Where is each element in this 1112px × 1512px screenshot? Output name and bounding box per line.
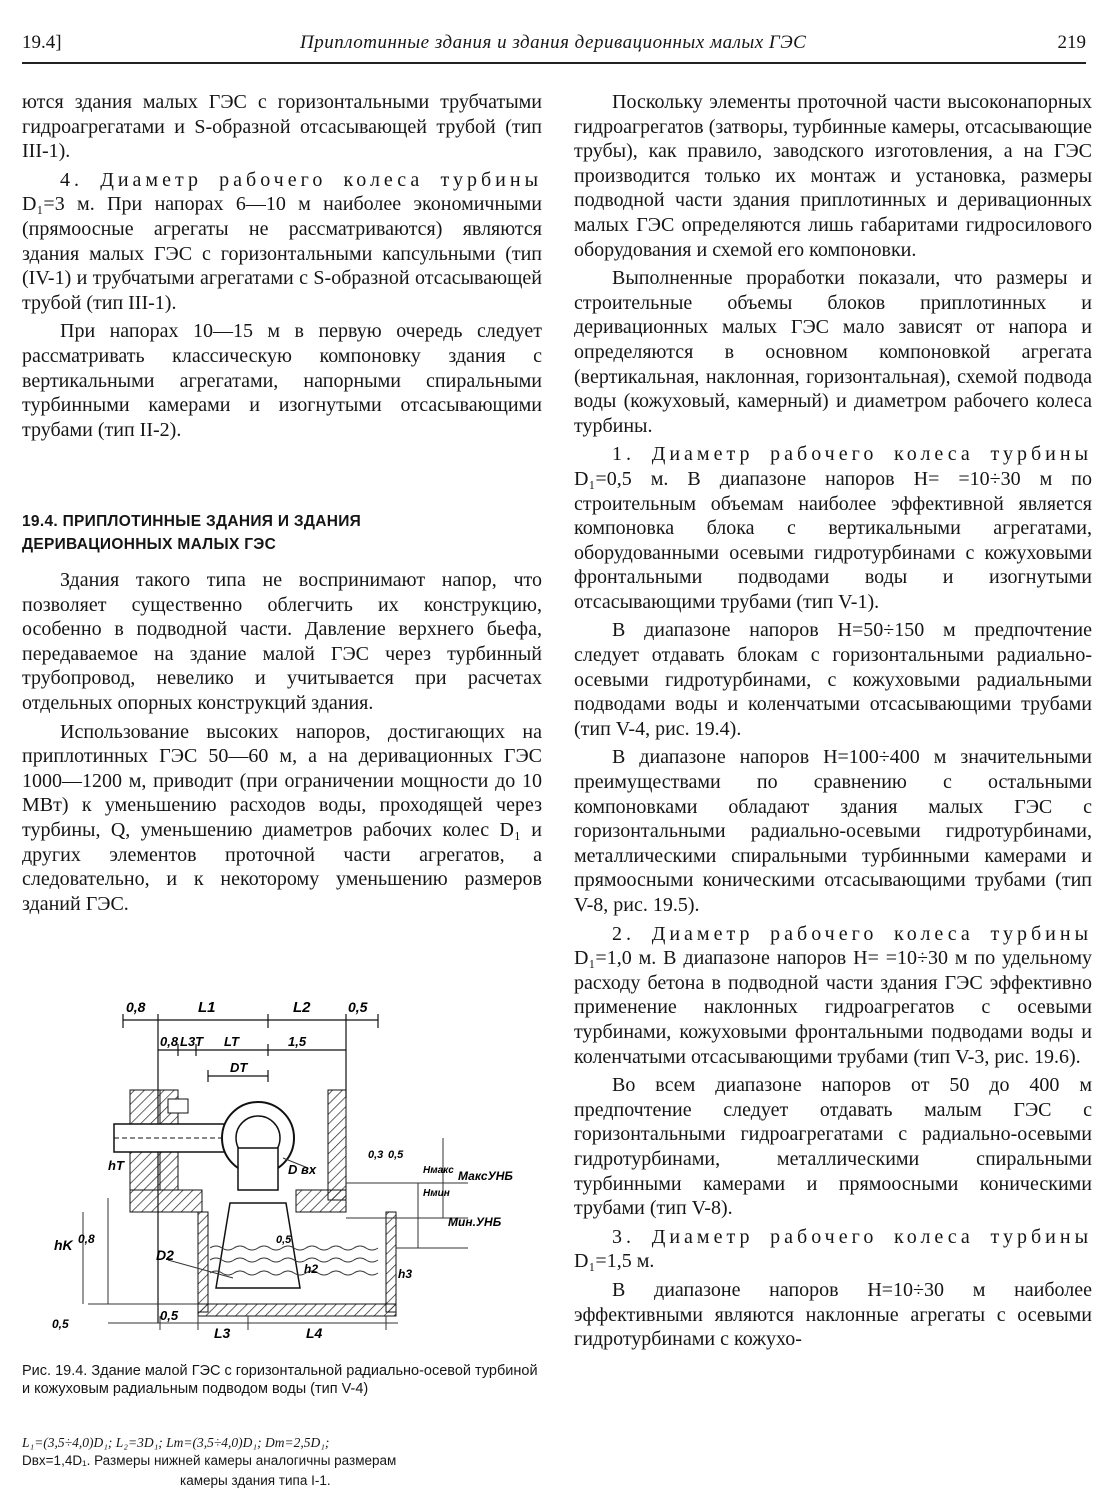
dim-label-h2: h2 bbox=[304, 1262, 319, 1276]
spaced-heading: 2. Диаметр рабочего колеса турбины bbox=[612, 922, 1092, 945]
running-header bbox=[22, 28, 1086, 64]
paragraph: ются здания малых ГЭС с горизонтальными трубчатыми гидроагрегатами и S-образной отсасывающей трубой (тип III-1). bbox=[22, 91, 542, 163]
left-column-top bbox=[22, 90, 542, 446]
dim-label-0-8: 0,8 bbox=[126, 999, 146, 1015]
paragraph: Здания такого типа не воспринимают напор, что позволяет существенно облегчить их конструкцию, особенно в подводной части. Давление верхнего бьефа, передаваемое на здание малой ГЭС через турбинный трубопровод, невелико и учитывается при расчетах отдельных опорных конструкций здания. bbox=[22, 569, 542, 714]
dim-label-0-5: 0,5 bbox=[348, 999, 368, 1015]
dim-label-L1: L1 bbox=[198, 999, 216, 1016]
paragraph-text: D₁=1,0 м. В диапазоне напоров H= =10÷30 м по удельному расходу бетона в подводной части здания ГЭС эффективно применение наклонных гидроагрегатов с осевыми турбинами, кожуховыми фронтальными подводами воды и коленчатыми отсасывающими трубами (тип V-3, рис. 19.6). bbox=[574, 947, 1092, 1068]
dim-label-1-5: 1,5 bbox=[288, 1034, 307, 1049]
section-heading-line-2: ДЕРИВАЦИОННЫХ МАЛЫХ ГЭС bbox=[22, 536, 277, 553]
paragraph: В диапазоне напоров H=10÷30 м наиболее эффективными являются наклонные агрегаты с осевыми гидротурбинами с кожухо- bbox=[574, 1278, 1092, 1351]
dim-label-L2: L2 bbox=[293, 999, 311, 1016]
label-H-maks: Hмакс bbox=[423, 1165, 454, 1176]
label-H-min: Hмин bbox=[423, 1188, 450, 1199]
dim-label-0-5-vertical: 0,5 bbox=[388, 1149, 404, 1161]
figure-formula-line-3: камеры здания типа I-1. bbox=[180, 1473, 331, 1488]
paragraph: Выполненные проработки показали, что размеры и строительные объемы блоков приплотинных и деривационных малых ГЭС мало зависят от напора и определяются в основном компоновкой агрегата (вертикальная, наклонная, горизонтальная), схемой подвода воды (кожуховый, камерный) и диаметром рабочего колеса турбины. bbox=[574, 267, 1092, 437]
paragraph-text: D₁=1,5 м. bbox=[574, 1250, 655, 1273]
paragraph-text: D₁=3 м. При напорах 6—10 м наиболее экономичными (прямоосные агрегаты не рассматриваются) являются здания малых ГЭС с горизонтальными капсульными (тип (IV-1) и трубчатыми агрегатами с S-образной отсасывающей трубой (тип III-1). bbox=[22, 193, 542, 314]
paragraph-text: D₁=0,5 м. В диапазоне напоров H= =10÷30 м по строительным объемам наиболее эффективной является компоновка блока с вертикальными агрегатами, оборудованными осевыми гидротурбинами с кожуховыми фронтальными подводами воды и изогнутыми отсасывающими трубами (тип V-1). bbox=[574, 467, 1092, 613]
spaced-heading: 1. Диаметр рабочего колеса турбины bbox=[612, 443, 1092, 466]
dim-label-0-5-bottom: 0,5 bbox=[160, 1308, 179, 1323]
section-heading-line-1: 19.4. ПРИПЛОТИННЫЕ ЗДАНИЯ И ЗДАНИЯ bbox=[22, 513, 362, 530]
right-column bbox=[574, 90, 1092, 1356]
figure-formula-line-2: Dвх=1,4D₁. Размеры нижней камеры аналогичны размерам bbox=[22, 1453, 397, 1468]
paragraph: При напорах 10—15 м в первую очередь следует рассматривать классическую компоновку здания с вертикальными агрегатами, напорными спиральными турбинными камерами и изогнутыми отсасывающими трубами (тип II-2). bbox=[22, 320, 542, 441]
dim-label-Dbx: D вх bbox=[288, 1162, 317, 1177]
dim-label-h3: h3 bbox=[398, 1267, 413, 1281]
figure-formula-line-1: L₁=(3,5÷4,0)D₁; L₂=3D₁; Lт=(3,5÷4,0)D₁; Dт=2,5D₁; bbox=[22, 1435, 330, 1450]
building-section-drawing bbox=[48, 998, 546, 1346]
figure-19-4 bbox=[48, 998, 546, 1346]
dim-label-0-8-vertical: 0,8 bbox=[78, 1232, 95, 1246]
dim-label-0-3: 0,3 bbox=[368, 1149, 384, 1161]
dim-label-0-5-left: 0,5 bbox=[52, 1317, 69, 1331]
paragraph: Во всем диапазоне напоров от 50 до 400 м предпочтение следует отдавать малым ГЭС с горизонтальными гидроагрегатами с радиально-осевыми гидротурбинами, металлическими спиральными турбинными камерами и прямоосными коническими трубами (тип V-8). bbox=[574, 1074, 1092, 1220]
figure-caption: Рис. 19.4. Здание малой ГЭС с горизонтальной радиально-осевой турбиной и кожуховым радиальным подводом воды (тип V-4) bbox=[22, 1363, 538, 1397]
paragraph: Поскольку элементы проточной части высоконапорных гидроагрегатов (затворы, турбинные камеры, отсасывающие трубы), как правило, заводского изготовления, а на ГЭС производится только их монтаж и установка, размеры подводной части здания приплотинных и деривационных малых ГЭС определяются лишь габаритами гидросилового оборудования и схемой его компоновки. bbox=[574, 91, 1092, 261]
section-number: 19.4] bbox=[22, 32, 62, 53]
paragraph-item-3 bbox=[574, 1225, 1092, 1274]
spaced-heading: 4. Диаметр рабочего колеса турбины bbox=[60, 168, 542, 191]
dim-label-LT: LT bbox=[224, 1034, 239, 1049]
dim-label-DT: DT bbox=[230, 1060, 248, 1075]
paragraph-item-4 bbox=[22, 168, 542, 316]
label-D2: D2 bbox=[156, 1247, 174, 1263]
label-maks-UNB: МаксУНБ bbox=[458, 1169, 513, 1183]
dim-label-hK: hK bbox=[54, 1237, 73, 1253]
running-title: Приплотинные здания и здания деривационных малых ГЭС bbox=[300, 32, 807, 53]
paragraph: Использование высоких напоров, достигающих на приплотинных ГЭС 50—60 м, а на деривационных ГЭС 1000—1200 м, приводит (при ограничении мощности до 10 МВт) к уменьшению расходов воды, проходящей через турбины, Q, уменьшению диаметров рабочих колес D₁ и других элементов проточной части агрегатов, а следовательно, и к некоторому уменьшению размеров зданий ГЭС. bbox=[22, 720, 542, 915]
dim-label-L3: L3 bbox=[214, 1325, 231, 1341]
dim-label-L4: L4 bbox=[306, 1325, 323, 1341]
paragraph-item-2 bbox=[574, 922, 1092, 1070]
label-min-UNB: Мин.УНБ bbox=[448, 1215, 502, 1229]
paragraph: В диапазоне напоров H=100÷400 м значительными преимуществами по сравнению с остальными компоновками обладают здания малых ГЭС с горизонтальными радиально-осевыми гидротурбинами, металлическими спиральными турбинными камерами и прямоосными коническими отсасывающими трубами (тип V-8, рис. 19.5). bbox=[574, 746, 1092, 916]
section-heading bbox=[22, 510, 542, 556]
paragraph: В диапазоне напоров H=50÷150 м предпочтение следует отдавать блокам с горизонтальными радиально-осевыми гидротурбинами, с кожуховыми радиальными подводами воды и коленчатыми отсасывающими трубами (тип V-4, рис. 19.4). bbox=[574, 619, 1092, 740]
spaced-heading: 3. Диаметр рабочего колеса турбины bbox=[612, 1225, 1092, 1248]
dim-label-0-5-center: 0,5 bbox=[276, 1234, 292, 1246]
dim-label-hT: hT bbox=[108, 1158, 124, 1173]
dim-label-0-8b: 0,8 bbox=[160, 1034, 179, 1049]
left-column-bottom bbox=[22, 568, 542, 920]
page-number: 219 bbox=[1057, 32, 1086, 53]
paragraph-item-1 bbox=[574, 442, 1092, 614]
dim-label-L3T: L3T bbox=[180, 1034, 204, 1049]
